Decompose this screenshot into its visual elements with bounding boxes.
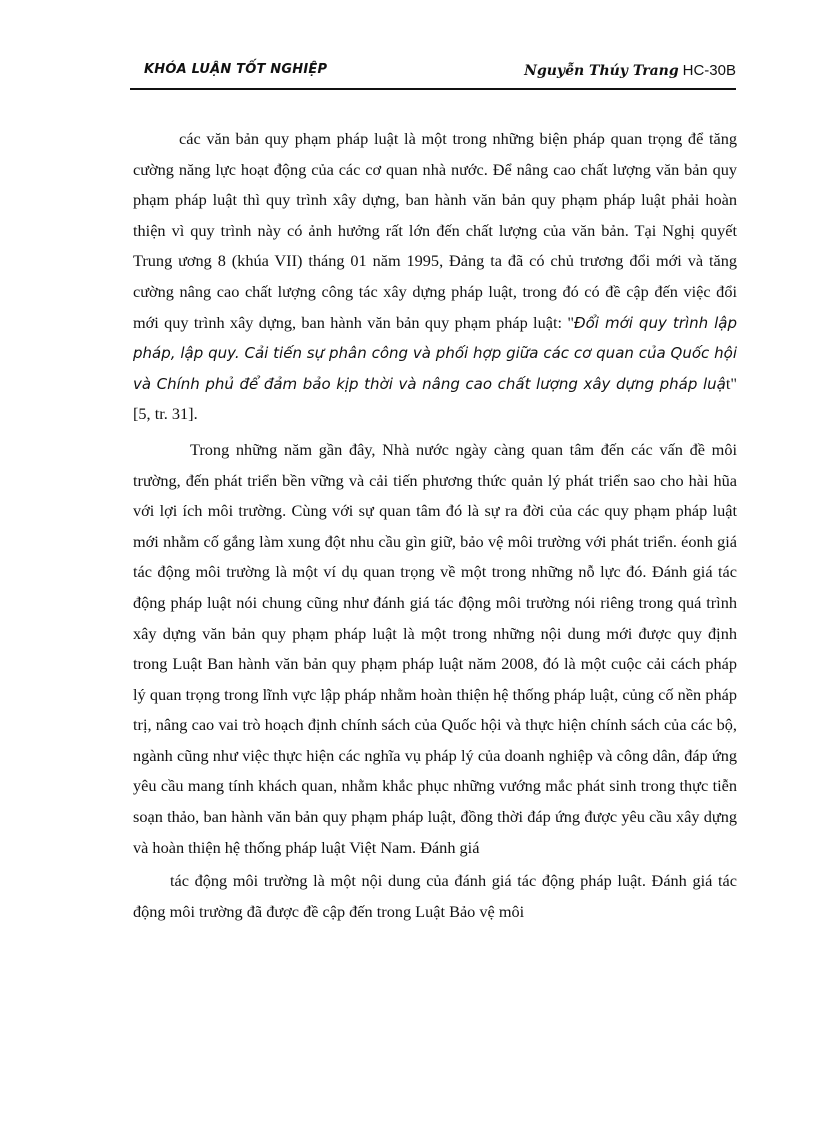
paragraph-2: Trong những năm gần đây, Nhà nước ngày càng quan tâm đến các vấn đề môi trường, đến phát triển bền vững và cải tiến phương thức quản lý phát triển sao cho hài hũa với lợi ích môi trường. Cùng với sự quan tâm đó là sự ra đời của các quy phạm pháp luật mới nhằm cố gắng làm xung đột nhu cầu gìn giữ, bảo vệ môi trường với phát triển. éonh giá tác động môi trường là một ví dụ quan trọng về một trong những nỗ lực đó. Đánh giá tác động pháp luật nói chung cũng như đánh giá tác động môi trường nói riêng trong quá trình xây dựng văn bản quy phạm pháp luật là một trong những nội dung mới được quy định trong Luật Ban hành văn bản quy phạm pháp luật năm 2008, đó là một cuộc cải cách pháp lý quan trọng trong lĩnh vực lập pháp nhằm hoàn thiện hệ thống pháp luật, củng cố nền pháp trị, nâng cao vai trò hoạch định chính sách của Quốc hội và thực hiện chính sách của các bộ, ngành cũng như việc thực hiện các nghĩa vụ pháp lý của doanh nghiệp và công dân, đáp ứng yêu cầu mang tính khách quan, nhằm khắc phục những vướng mắc phát sinh trong thực tiễn soạn thảo, ban hành văn bản quy phạm pháp luật, đồng thời đáp ứng được yêu cầu xây dựng và hoàn thiện hệ thống pháp luật Việt Nam. Đánh giá [133,439,737,857]
paragraph-3: tác động môi trường là một nội dung của đánh giá tác động pháp luật. Đánh giá tác động môi trường đã được đề cập đến trong Luật Bảo vệ môi [133,871,737,921]
thesis-title: KHÓA LUẬN TỐT NGHIỆP [144,62,328,77]
class-code: HC-30B [682,62,736,79]
citation: t" [5, tr. 31]. [133,373,737,424]
paragraph-1-text: các văn bản quy phạm pháp luật là một trong những biện pháp quan trọng để tăng cường năng lực hoạt động của các cơ quan nhà nước. Để nâng cao chất lượng văn bản quy phạm pháp luật thì quy trình xây dựng, ban hành văn bản quy phạm pháp luật phải hoàn thiện vì quy trình này có ảnh hưởng rất lớn đến chất lượng của văn bản. Tại Nghị quyết Trung ương 8 (khúa VII) tháng 01 năm 1995, Đảng ta đã có chủ trương đổi mới và tăng cường nâng cao chất lượng công tác xây dựng pháp luật, trong đó có đề cập đến việc đổi mới quy trình xây dựng, ban hành văn bản quy phạm pháp luật: " [133,129,737,332]
author-name: Nguyễn Thúy Trang [524,63,679,79]
paragraph-1 [133,124,737,430]
quoted-resolution: Đổi mới quy trình lập pháp, lập quy. Cải tiến sự phân công và phối hợp giữa các cơ quan của Quốc hội và Chính phủ để đảm bảo kịp thời và nâng cao chất lượng xây dựng pháp luậ [133,313,737,393]
page-header [130,58,736,88]
author-block [524,60,736,79]
header-divider [130,88,736,90]
document-body [133,124,737,927]
